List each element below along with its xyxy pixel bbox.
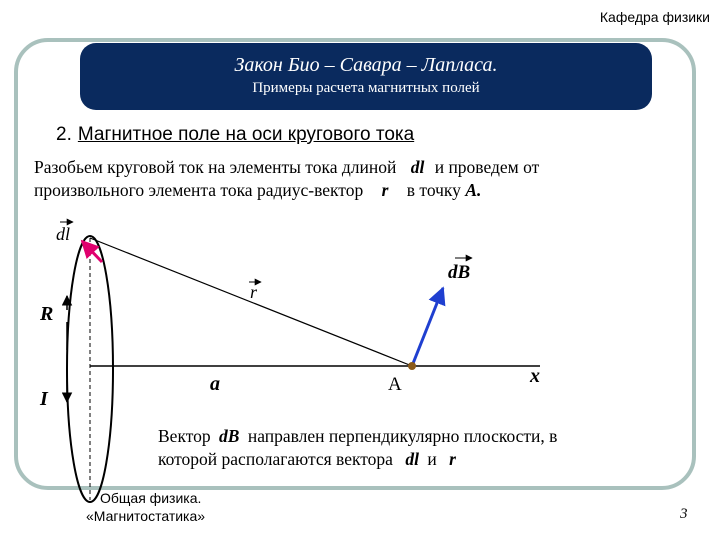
footer-course: Общая физика.	[100, 490, 202, 506]
r-vector-label: r	[250, 282, 258, 302]
section-number: 2.	[56, 124, 72, 145]
note-line-1-text-b: направлен перпендикулярно плоскости, в	[247, 426, 558, 446]
dB-vector-arrow	[412, 288, 443, 366]
dl-symbol: dl	[410, 157, 425, 177]
note-r-symbol: r	[449, 449, 456, 469]
point-a-dot	[408, 362, 416, 370]
note-line-1	[158, 426, 557, 447]
department-label: Кафедра физики	[599, 9, 710, 25]
slide-title: Закон Био – Савара – Лапласа.	[234, 54, 498, 76]
x-label: x	[530, 365, 540, 387]
point-a-symbol: A.	[465, 180, 482, 200]
note-line-2-text-a: которой располагаются вектора	[158, 449, 393, 469]
radius-vector-line	[90, 238, 412, 366]
dl-label: dl	[56, 224, 71, 244]
note-line-2	[158, 449, 456, 470]
note-dl-symbol: dl	[405, 449, 419, 469]
page-number: 3	[680, 506, 688, 522]
r-symbol: r	[381, 180, 389, 200]
A-label: A	[388, 374, 402, 395]
body-line-2-text-b: в точку	[406, 180, 461, 200]
dB-label: dB	[448, 262, 471, 283]
footer-topic: «Магнитостатика»	[86, 508, 206, 524]
note-line-1-text-a: Вектор	[158, 426, 211, 446]
body-line-2-text-a: произвольного элемента тока радиус-вектор	[34, 180, 364, 200]
I-label: I	[40, 388, 48, 410]
slide-subtitle: Примеры расчета магнитных полей	[252, 80, 480, 96]
note-dB-symbol: dB	[219, 426, 240, 446]
section-title: Магнитное поле на оси кругового тока	[77, 124, 415, 145]
note-and: и	[427, 449, 437, 469]
a-label: a	[210, 373, 220, 395]
body-line-1-text-b: и проведем от	[434, 157, 540, 177]
body-line-1-text-a: Разобьем круговой ток на элементы тока длиной	[34, 157, 397, 177]
R-label: R	[40, 303, 54, 325]
